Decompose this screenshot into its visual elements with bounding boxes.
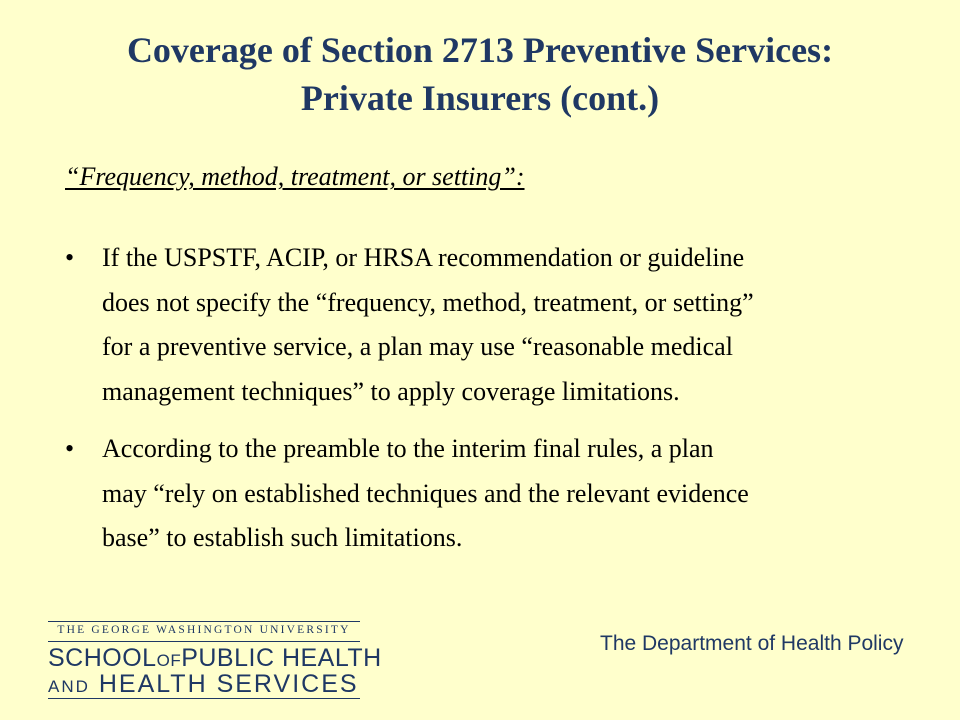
- bullet-list: [65, 236, 915, 574]
- bullet-1-line-4: management techniques” to apply coverage limitations.: [102, 376, 680, 406]
- bullet-icon: •: [65, 243, 75, 272]
- slide-title-line-2: Private Insurers (cont.): [300, 78, 660, 118]
- logo-middle-rule: [48, 641, 360, 642]
- logo-top-rule: [48, 621, 360, 622]
- department-name: The Department of Health Policy: [600, 632, 904, 655]
- bullet-2-line-1: According to the preamble to the interim final rules, a plan: [102, 434, 714, 463]
- bullet-1-line-3: for a preventive service, a plan may use “reasonable medical: [102, 332, 733, 361]
- logo-and-word: AND: [48, 677, 90, 696]
- bullet-icon: •: [65, 434, 75, 463]
- bullet-2-line-2: may “rely on established techniques and the relevant evidence: [102, 478, 749, 508]
- logo-university-name: THE GEORGE WASHINGTON UNIVERSITY: [57, 624, 351, 636]
- slide-title: [40, 26, 920, 122]
- bullet-item-2: [65, 427, 915, 561]
- logo-health-services-line: [48, 670, 359, 699]
- bullet-item-1: [65, 236, 915, 414]
- logo-school-word: SCHOOL: [48, 644, 157, 672]
- logo-school-line: [48, 644, 382, 673]
- logo-health-services-words: HEALTH SERVICES: [98, 670, 359, 698]
- logo-public-health-words: PUBLIC HEALTH: [181, 644, 382, 672]
- slide-subheading: “Frequency, method, treatment, or setting”:: [65, 162, 525, 191]
- slide-title-line-1: Coverage of Section 2713 Preventive Services:: [126, 30, 834, 70]
- bullet-1-line-2: does not specify the “frequency, method, treatment, or setting”: [102, 287, 754, 317]
- bullet-2-line-3: base” to establish such limitations.: [102, 523, 463, 552]
- bullet-1-line-1: If the USPSTF, ACIP, or HRSA recommendation or guideline: [102, 243, 745, 272]
- logo-of-word: OF: [156, 651, 182, 670]
- logo-bottom-rule: [48, 698, 360, 699]
